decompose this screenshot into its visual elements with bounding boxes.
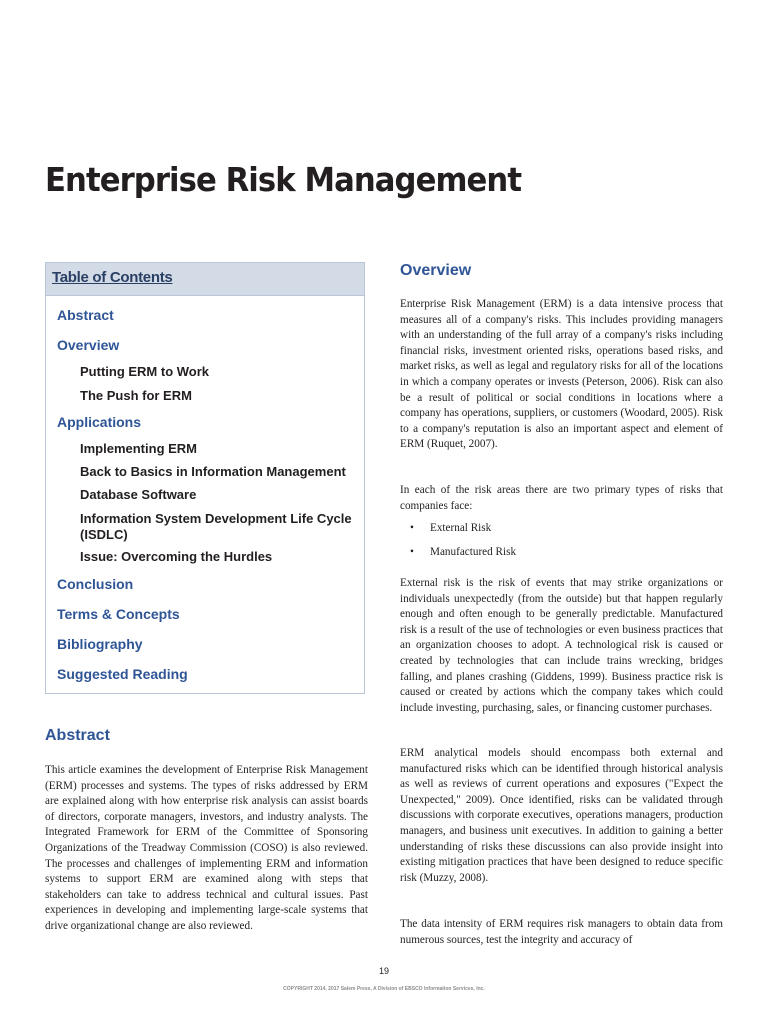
toc-item-applications[interactable]: Applications — [57, 414, 142, 430]
page-number: 19 — [378, 966, 389, 976]
toc-item-back-to-basics[interactable]: Back to Basics in Information Management — [80, 464, 346, 479]
overview-paragraph-1 — [400, 297, 723, 453]
overview-heading: Overview — [400, 262, 472, 279]
toc-item-terms-concepts[interactable]: Terms & Concepts — [57, 606, 180, 622]
toc-item-implementing-erm[interactable]: Implementing ERM — [80, 441, 198, 456]
list-item: • External Risk — [410, 522, 492, 534]
overview-p4-text: ERM analytical models should encompass both external and manufactured risks which can be identified through historical analysis as well as reviews of current operations and exposures ("Expect the Unexpected," 2009). Once identified, risks can be validated through discussions with corporate executives, operations managers, production managers, and business unit executives. In addition to gaining a better understanding of risks these discussions can also provide insight into existing mitigation practices that have been designed to reduce specific risk (Muzzy, 2008). — [400, 747, 723, 884]
overview-p3-text: External risk is the risk of events that may strike organizations or individuals unexpectedly (from the outside) but that happen regularly enough and often enough to be generally predictable. Manufactured risk is a result of the use of technologies or even business practices that an organization chooses to adopt. A technological risk is caused or created by technologies that can include trains wrecking, bridges falling, and planes crashing (Giddens, 1999). Business practice risk is caused or created by actions which the company takes which could include investing, purchasing, sales, or financing customer purchases. — [400, 577, 723, 714]
toc-item-push-for-erm[interactable]: The Push for ERM — [80, 388, 192, 403]
overview-paragraph-3 — [400, 576, 723, 716]
overview-p5-text: The data intensity of ERM requires risk managers to obtain data from numerous sources, test the integrity and accuracy of — [400, 918, 723, 946]
overview-paragraph-4 — [400, 746, 723, 886]
toc-heading[interactable]: Table of Contents — [52, 269, 173, 286]
list-item: • Manufactured Risk — [410, 546, 517, 558]
table-of-contents — [45, 262, 365, 694]
bullet-manufactured-risk: Manufactured Risk — [430, 546, 517, 558]
toc-item-overview[interactable]: Overview — [57, 337, 120, 353]
toc-item-bibliography[interactable]: Bibliography — [57, 636, 143, 652]
page-title: Enterprise Risk Management — [45, 160, 522, 199]
bullet-external-risk: External Risk — [430, 522, 492, 534]
toc-item-isdlc[interactable]: Information System Development Life Cycle (ISDLC) — [80, 511, 352, 542]
toc-item-overcoming-hurdles[interactable]: Issue: Overcoming the Hurdles — [80, 549, 273, 564]
abstract-paragraph: This article examines the development of Enterprise Risk Management (ERM) processes and systems. The types of risks addressed by ERM are explained along with how enterprise risk analysis can assist boards of directors, corporate managers, investors, and industry analysts. The Integrated Framework for ERM of the Committee of Sponsoring Organizations of the Treadway Commission (COSO) is also reviewed. The processes and challenges of implementing ERM and information systems to support ERM are examined along with steps that stakeholders can take to address technical and cultural issues. Past experiences in developing and implementing large-scale systems that drive organizational change are also reviewed. — [45, 764, 368, 932]
overview-p1-text: Enterprise Risk Management (ERM) is a data intensive process that measures all of a company's risks. This includes providing managers with an understanding of the full array of a company's risks including financial risks, investment oriented risks, operations based risks, and market risks, as well as legal and regulatory risks for all of the locations in which a company operates or invests (Peterson, 2006). Risk can also be a result of political or social conditions in locations where a company has operations, suppliers, or customers (Woodard, 2005). Risk to a company's reputation is also an important aspect and element of ERM (Ruquet, 2007). — [400, 298, 723, 451]
abstract-heading: Abstract — [45, 727, 110, 744]
toc-item-suggested-reading[interactable]: Suggested Reading — [57, 666, 188, 682]
toc-item-database-software[interactable]: Database Software — [80, 487, 197, 502]
abstract-body — [45, 763, 368, 935]
overview-paragraph-5 — [400, 917, 723, 948]
toc-item-putting-erm-to-work[interactable]: Putting ERM to Work — [80, 364, 210, 379]
toc-item-conclusion[interactable]: Conclusion — [57, 576, 134, 592]
toc-item-abstract[interactable]: Abstract — [57, 307, 114, 323]
overview-paragraph-2 — [400, 483, 723, 514]
copyright-notice: COPYRIGHT 2014, 2017 Salem Press, A Division of EBSCO Information Services, Inc. — [283, 986, 485, 992]
toc-header — [46, 263, 364, 296]
overview-p2-text: In each of the risk areas there are two primary types of risks that companies face: — [400, 484, 723, 512]
